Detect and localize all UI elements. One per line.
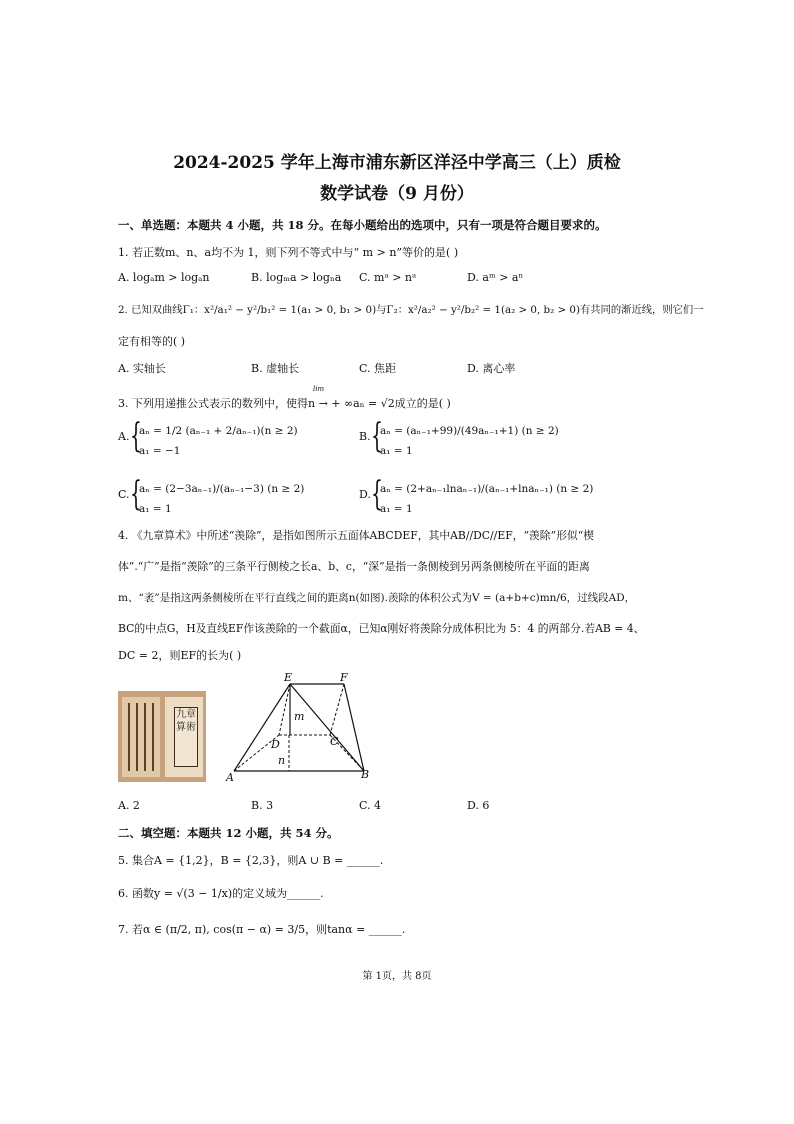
label-d: D xyxy=(271,738,280,751)
q4-option-d: D. 6 xyxy=(467,799,490,812)
book-title-label: 九章算術 xyxy=(174,707,198,767)
q1-option-d: D. aᵐ > aⁿ xyxy=(467,271,524,284)
xianchu-figure xyxy=(222,668,382,786)
q4-option-b: B. 3 xyxy=(251,799,274,812)
q3-option-d-label: D. xyxy=(359,488,371,501)
section-1-heading: 一、单选题：本题共 4 小题，共 18 分。在每小题给出的选项中，只有一项是符合题目要求的。 xyxy=(118,218,607,232)
q3-option-d-line2: a₁ = 1 xyxy=(380,503,413,515)
label-m: m xyxy=(294,710,305,723)
q3-option-a-label: A. xyxy=(118,430,130,443)
label-e: E xyxy=(284,671,293,684)
q3-option-a-brace: { xyxy=(130,416,142,456)
q3-option-c-brace: { xyxy=(130,474,142,514)
q2-option-d: D. 离心率 xyxy=(467,362,516,375)
question-4-line4: BC的中点G，H及直线EF作该羡除的一个截面α，已知α刚好将羡除分成体积比为 5：4 的两部分.若AB = 4、 xyxy=(118,622,645,635)
question-2-stem-line2: 定有相等的( ) xyxy=(118,335,186,348)
question-1-stem: 1. 若正数m、n、a均不为 1，则下列不等式中与“ m > n”等价的是( ) xyxy=(118,246,459,259)
label-n: n xyxy=(278,754,286,767)
q3-option-c-line2: a₁ = 1 xyxy=(139,503,172,515)
q3-option-c-line1: aₙ = (2−3aₙ₋₁)/(aₙ₋₁−3) (n ≥ 2) xyxy=(139,483,305,495)
question-4-line1: 4. 《九章算术》中所述“羡除”，是指如图所示五面体ABCDEF，其中AB//DC//EF，“羡除”形似“楔 xyxy=(118,529,595,542)
q3-option-d-brace: { xyxy=(371,474,383,514)
q3-option-b-brace: { xyxy=(371,416,383,456)
q3-option-b-line1: aₙ = (aₙ₋₁+99)/(49aₙ₋₁+1) (n ≥ 2) xyxy=(380,425,559,437)
page-title-line2: 数学试卷（9 月份） xyxy=(320,184,474,204)
q4-option-a: A. 2 xyxy=(118,799,140,812)
q3-option-d-line1: aₙ = (2+aₙ₋₁lnaₙ₋₁)/(aₙ₋₁+lnaₙ₋₁) (n ≥ 2) xyxy=(380,483,594,495)
question-6: 6. 函数y = √(3 − 1/x)的定义域为______. xyxy=(118,887,324,900)
q1-option-c: C. mᵃ > nᵃ xyxy=(359,271,417,284)
edge-fb xyxy=(344,684,364,771)
jiuzhang-suanshu-book-photo xyxy=(118,691,206,782)
book-text-column xyxy=(152,703,154,771)
question-4-line5: DC = 2，则EF的长为( ) xyxy=(118,649,242,662)
q3-option-a-line1: aₙ = 1/2 (aₙ₋₁ + 2/aₙ₋₁)(n ≥ 2) xyxy=(139,425,298,437)
q2-option-a: A. 实轴长 xyxy=(118,362,166,375)
q4-option-c: C. 4 xyxy=(359,799,382,812)
label-c: C xyxy=(330,735,339,748)
book-text-column xyxy=(136,703,138,771)
book-text-column xyxy=(144,703,146,771)
page-footer: 第 1页，共 8页 xyxy=(362,971,432,982)
question-5: 5. 集合A = {1,2}，B = {2,3}，则A ∪ B = ______. xyxy=(118,854,384,867)
q3-option-b-line2: a₁ = 1 xyxy=(380,445,413,457)
question-7: 7. 若α ∈ (π/2, π), cos(π − α) = 3/5，则tanα = ______. xyxy=(118,923,406,936)
edge-eb xyxy=(290,684,364,771)
section-2-heading: 二、填空题：本题共 12 小题，共 54 分。 xyxy=(118,826,339,840)
q3-option-c-label: C. xyxy=(118,488,130,501)
label-a: A xyxy=(226,771,234,784)
label-b: B xyxy=(361,768,370,781)
question-4-line3: m、“袤”是指这两条侧棱所在平行直线之间的距离n(如图).羡除的体积公式为V = (a+b+c)mn/6，过线段AD， xyxy=(118,592,636,604)
label-f: F xyxy=(340,671,348,684)
q2-option-b: B. 虚轴长 xyxy=(251,362,300,375)
question-4-line2: 体”.“广”是指“羡除”的三条平行侧棱之长a、b、c，“深”是指一条侧棱到另两条侧棱所在平面的距离 xyxy=(118,560,590,573)
q3-lim-label: lim xyxy=(313,385,325,393)
q2-option-c: C. 焦距 xyxy=(359,362,397,375)
edge-fc xyxy=(330,684,344,735)
q3-option-b-label: B. xyxy=(359,430,371,443)
q1-option-b: B. logₘa > logₙa xyxy=(251,271,342,284)
question-2-stem-line1: 2. 已知双曲线Γ₁：x²/a₁² − y²/b₁² = 1(a₁ > 0, b₁ > 0)与Γ₂：x²/a₂² − y²/b₂² = 1(a₂ > 0, b₂ > 0)有共同的渐近线，则它们一 xyxy=(118,304,704,316)
q1-option-a: A. logₐm > logₐn xyxy=(118,271,210,284)
book-text-column xyxy=(128,703,130,771)
question-3-stem: 3. 下列用递推公式表示的数列中，使得n → + ∞aₙ = √2成立的是( ) xyxy=(118,397,451,410)
q3-option-a-line2: a₁ = −1 xyxy=(139,445,181,457)
page-title-line1: 2024-2025 学年上海市浦东新区洋泾中学高三（上）质检 xyxy=(173,153,621,173)
